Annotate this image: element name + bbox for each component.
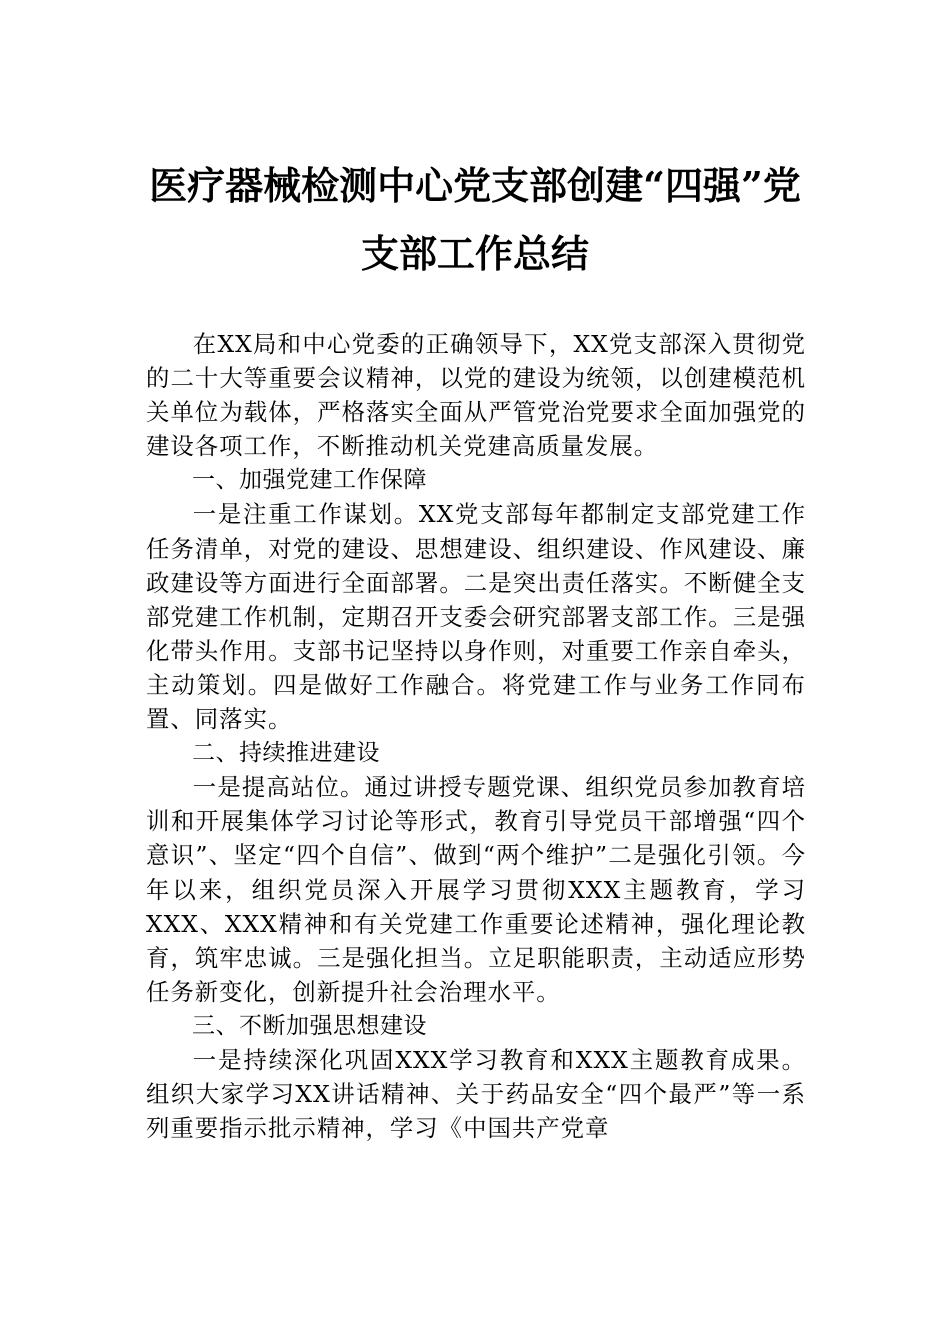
section-paragraph-1: 一是注重工作谋划。XX党支部每年都制定支部党建工作任务清单，对党的建设、思想建设、组织建设、作风建设、廉政建设等方面进行全面部署。二是突出责任落实。不断健全支部党建工作机制，定期召开支委会研究部署支部工作。三是强化带头作用。支部书记坚持以身作则，对重要工作亲自牵头，主动策划。四是做好工作融合。将党建工作与业务工作同布置、同落实。 [146,500,806,734]
document-title-line-1: 医疗器械检测中心党支部创建“四强”党 [149,163,801,208]
document-body [146,327,806,1145]
section-heading-2: 二、持续推进建设 [192,740,380,767]
section-paragraph-2: 一是提高站位。通过讲授专题党课、组织党员参加教育培训和开展集体学习讨论等形式，教育引导党员干部增强“四个意识”、坚定“四个自信”、做到“两个维护”二是强化引领。今年以来，组织党员深入开展学习贯彻XXX主题教育，学习XXX、XXX精神和有关党建工作重要论述精神，强化理论教育，筑牢忠诚。三是强化担当。立足职能职责，主动适应形势任务新变化，创新提升社会治理水平。 [146,773,806,1006]
intro-paragraph: 在XX局和中心党委的正确领导下，XX党支部深入贯彻党的二十大等重要会议精神，以党的建设为统领，以创建模范机关单位为载体，严格落实全面从严管党治党要求全面加强党的建设各项工作，不断推动机关党建高质量发展。 [146,330,806,461]
section-heading-1: 一、加强党建工作保障 [192,467,427,494]
section-paragraph-3: 一是持续深化巩固XXX学习教育和XXX主题教育成果。组织大家学习XX讲话精神、关于药品安全“四个最严”等一系列重要指示批示精神，学习《中国共产党章 [146,1045,806,1143]
section-heading-3: 三、不断加强思想建设 [192,1012,427,1039]
document-title-line-2: 支部工作总结 [360,231,589,276]
